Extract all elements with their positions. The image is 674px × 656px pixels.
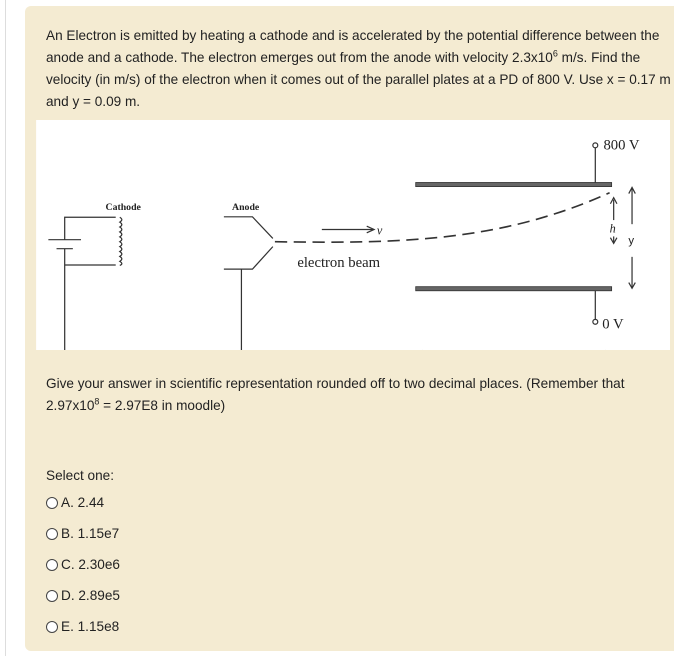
upper-plate — [416, 183, 612, 187]
option-b[interactable] — [46, 526, 119, 541]
radio-button[interactable] — [46, 559, 58, 571]
y-label: y — [628, 234, 635, 247]
question-text-part1: An Electron is emitted by heating a cathode and is accelerated by the potential difference between the anode and a cathode. The electron emerges out from the anode with velocity 2.3x10 — [46, 28, 660, 65]
lower-plate — [416, 287, 612, 291]
radio-button[interactable] — [46, 590, 58, 602]
option-label: D. 2.89e5 — [61, 588, 120, 603]
option-a[interactable] — [46, 495, 104, 510]
select-one-label: Select one: — [46, 468, 115, 483]
velocity-label: v — [376, 223, 383, 238]
anode-label: Anode — [232, 201, 260, 213]
cathode-label: Cathode — [105, 201, 141, 213]
page-edge — [5, 0, 6, 656]
option-label: E. 1.15e8 — [61, 619, 120, 634]
electron-beam-label: electron beam — [297, 255, 381, 272]
option-d[interactable] — [46, 588, 120, 603]
top-voltage-label: 800 V — [603, 137, 640, 154]
radio-button[interactable] — [46, 621, 58, 633]
option-e[interactable] — [46, 619, 119, 634]
hint-part2: = 2.97E8 in moodle) — [99, 398, 226, 413]
question-text — [46, 25, 671, 113]
exponent: 6 — [552, 48, 558, 59]
radio-button[interactable] — [46, 497, 58, 509]
h-label: h — [609, 221, 616, 236]
option-c[interactable] — [46, 557, 120, 572]
option-label: C. 2.30e6 — [61, 557, 120, 572]
hint-part1: Give your answer in scientific representation rounded off to two decimal places. (Remember that 2.97x10 — [46, 376, 625, 413]
option-label: A. 2.44 — [61, 495, 105, 510]
question-text-part2: m/s. Find the velocity (in m/s) of the electron when it comes out of the parallel plates at a PD of 800 V. Use x = 0.17 m and y = 0.09 m. — [46, 50, 671, 109]
option-label: B. 1.15e7 — [61, 526, 120, 541]
hint-exponent: 8 — [94, 396, 100, 407]
electron-deflection-diagram — [30, 120, 670, 350]
answer-instructions — [46, 373, 671, 417]
radio-button[interactable] — [46, 528, 58, 540]
bottom-voltage-label: 0 V — [602, 316, 624, 333]
